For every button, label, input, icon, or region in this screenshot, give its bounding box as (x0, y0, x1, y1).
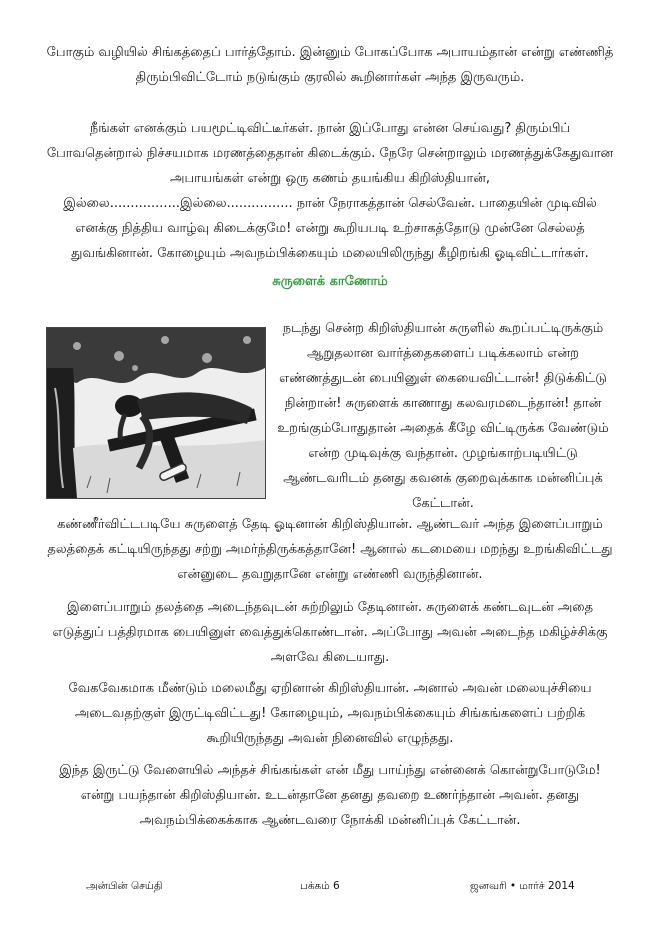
section-heading: சுருளைக் காணோம் (272, 274, 388, 289)
paragraph-2: நீங்கள் எனக்கும் பயமூட்டிவிட்டீர்கள். நான் இப்போது என்ன செய்வது? திரும்பிப் போவதென்றால் நிச்சயமாக மரணத்தைதான் கிடைக்கும். நேரே சென்றாலும் மரணத்துக்கேதுவான அபாயங்கள் என்று ஒரு கணம் தயங்கிய கிறிஸ்தியான், (46, 121, 614, 186)
side-paragraph: நடந்து சென்ற கிறிஸ்தியான் சுருளில் கூறப்பட்டிருக்கும் ஆறுதலான வார்த்தைகளைப் படிக்கலாம் என்ற எண்ணத்துடன் பையினுள் கையைவிட்டான்! திடுக்கிட்டு நின்றான்! சுருளைக் காணாது கலவரமடைந்தான்! தான் உறங்கும்போதுதான் அதைக் கீழே விட்டிருக்க வேண்டும் என்ற முடிவுக்கு வந்தான். முழங்காற்படியிட்டு ஆண்டவரிடம் தனது கவனக் குறைவுக்காக மன்னிப்புக் கேட்டான். (277, 321, 609, 511)
footer-publication: அன்பின் செய்தி (86, 880, 163, 892)
paragraph-7: இந்த இருட்டு வேளையில் அந்தச் சிங்கங்கள் என் மீது பாய்ந்து என்னைக் கொன்றுபோடுமே! என்று பயந்தான் கிறிஸ்தியான். உடன்தானே தனது தவறை உணர்ந்தான் அவன். தனது அவநம்பிக்கைக்காக ஆண்டவரை நோக்கி மன்னிப்புக் கேட்டான். (59, 763, 601, 828)
paragraph-4: கண்ணீர்விட்டபடியே சுருளைத் தேடி ஓடினான் கிறிஸ்தியான். ஆண்டவர் அந்த இளைப்பாறும் தலத்தைக் கட்டியிருந்தது சற்று அமர்ந்திருக்கத்தானே! ஆனால் கடமையை மறந்து உறங்கிவிட்டது என்னுடை தவறுதானே என்று எண்ணி வருந்தினான். (47, 517, 613, 582)
footer-page-number: பக்கம் 6 (300, 880, 340, 892)
paragraph-6: வேகவேகமாக மீண்டும் மலைமீது ஏறினான் கிறிஸ்தியான். அனால் அவன் மலையுச்சியை அடைவதற்குள் இருட்டிவிட்டது! கோழையும், அவநம்பிக்கையும் சிங்கங்களைப் பற்றிக் கூறியிருந்தது அவன் நினைவில் எழுந்தது. (68, 681, 592, 746)
page-footer (0, 880, 660, 900)
footer-date: ஜனவரி • மார்ச் 2014 (470, 880, 575, 892)
paragraph-3: இல்லை.................இல்லை................ நான் நேராகத்தான் செல்வேன். பாதையின் முடிவில் எனக்கு நித்திய வாழ்வு கிடைக்குமே! என்று கூறியபடி உற்சாகத்தோடு முன்னே செல்லத் துவங்கினான். கோழையும் அவநம்பிக்கையும் மலையிலிருந்து கீழிறங்கி ஓடிவிட்டார்கள். (63, 196, 597, 261)
paragraph-1: போகும் வழியில் சிங்கத்தைப் பார்த்தோம். இன்னும் போகப்போக அபாயம்தான் என்று எண்ணித் திரும்பிவிட்டோம் நடுங்கும் குரலில் கூறினார்கள் அந்த இருவரும். (46, 45, 614, 85)
illustration-sleeping-traveler (46, 327, 266, 499)
paragraph-5: இளைப்பாறும் தலத்தை அடைந்தவுடன் சுற்றிலும் தேடினான். சுருளைக் கண்டவுடன் அதை எடுத்துப் பத்திரமாக பையினுள் வைத்துக்கொண்டான். அப்போது அவன் அடைந்த மகிழ்ச்சிக்கு அளவே கிடையாது. (52, 600, 608, 665)
